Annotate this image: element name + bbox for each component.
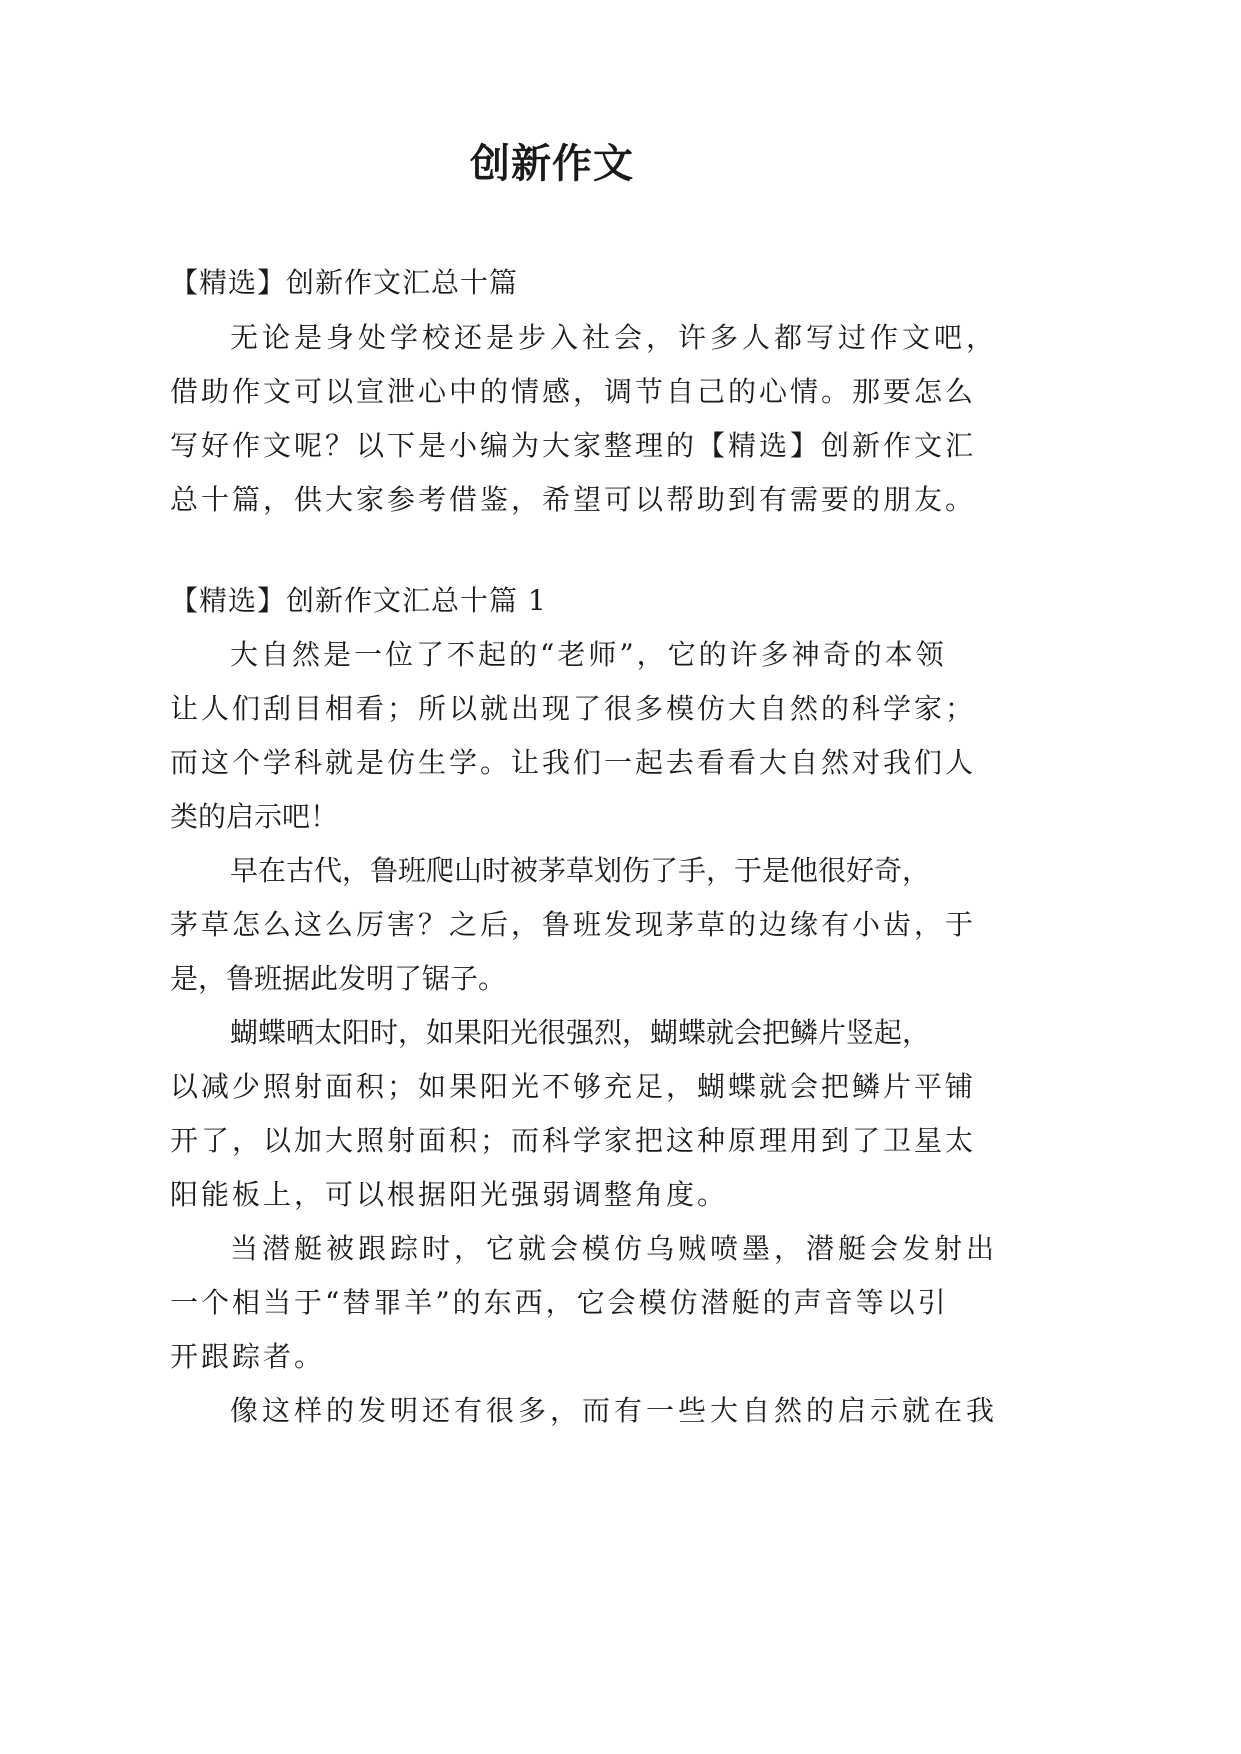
article-1-p3-line-1: 蝴蝶晒太阳时，如果阳光很强烈，蝴蝶就会把鳞片竖起，	[230, 1016, 931, 1049]
article-1-heading: 【精选】创新作文汇总十篇 1	[170, 584, 547, 617]
article-1-p3-line-4: 阳能板上，可以根据阳光强弱调整角度。	[170, 1178, 729, 1211]
article-1-p2-line-3: 是，鲁班据此发明了锯子。	[170, 962, 507, 995]
article-1-p5-line-1: 像这样的发明还有很多，而有一些大自然的启示就在我	[230, 1394, 999, 1427]
document-title: 创新作文	[470, 140, 634, 187]
article-1-p3-line-2: 以减少照射面积；如果阳光不够充足，蝴蝶就会把鳞片平铺	[170, 1070, 977, 1103]
article-1-p1-line-4: 类的启示吧！	[170, 800, 339, 833]
article-1-p1-line-1: 大自然是一位了不起的“老师”，它的许多神奇的本领	[230, 638, 947, 671]
article-1-p4-line-1: 当潜艇被跟踪时，它就会模仿乌贼喷墨，潜艇会发射出	[230, 1232, 999, 1265]
intro-line-3: 写好作文呢？以下是小编为大家整理的【精选】创新作文汇	[170, 429, 977, 462]
article-1-p4-line-2: 一个相当于“替罪羊”的东西，它会模仿潜艇的声音等以引	[170, 1286, 949, 1319]
article-1-p4-line-3: 开跟踪者。	[170, 1340, 326, 1373]
intro-line-2: 借助作文可以宣泄心中的情感，调节自己的心情。那要怎么	[170, 375, 977, 408]
article-1-p1-line-3: 而这个学科就是仿生学。让我们一起去看看大自然对我们人	[170, 746, 977, 779]
intro-line-1: 无论是身处学校还是步入社会，许多人都写过作文吧，	[230, 321, 999, 354]
article-1-p2-line-2: 茅草怎么这么厉害？之后，鲁班发现茅草的边缘有小齿，于	[170, 908, 977, 941]
article-1-p3-line-3: 开了，以加大照射面积；而科学家把这种原理用到了卫星太	[170, 1124, 977, 1157]
article-1-p1-line-2: 让人们刮目相看；所以就出现了很多模仿大自然的科学家；	[170, 692, 977, 725]
intro-line-4: 总十篇，供大家参考借鉴，希望可以帮助到有需要的朋友。	[170, 483, 977, 516]
intro-heading: 【精选】创新作文汇总十篇	[170, 266, 519, 299]
article-1-p2-line-1: 早在古代，鲁班爬山时被茅草划伤了手，于是他很好奇，	[230, 854, 931, 887]
